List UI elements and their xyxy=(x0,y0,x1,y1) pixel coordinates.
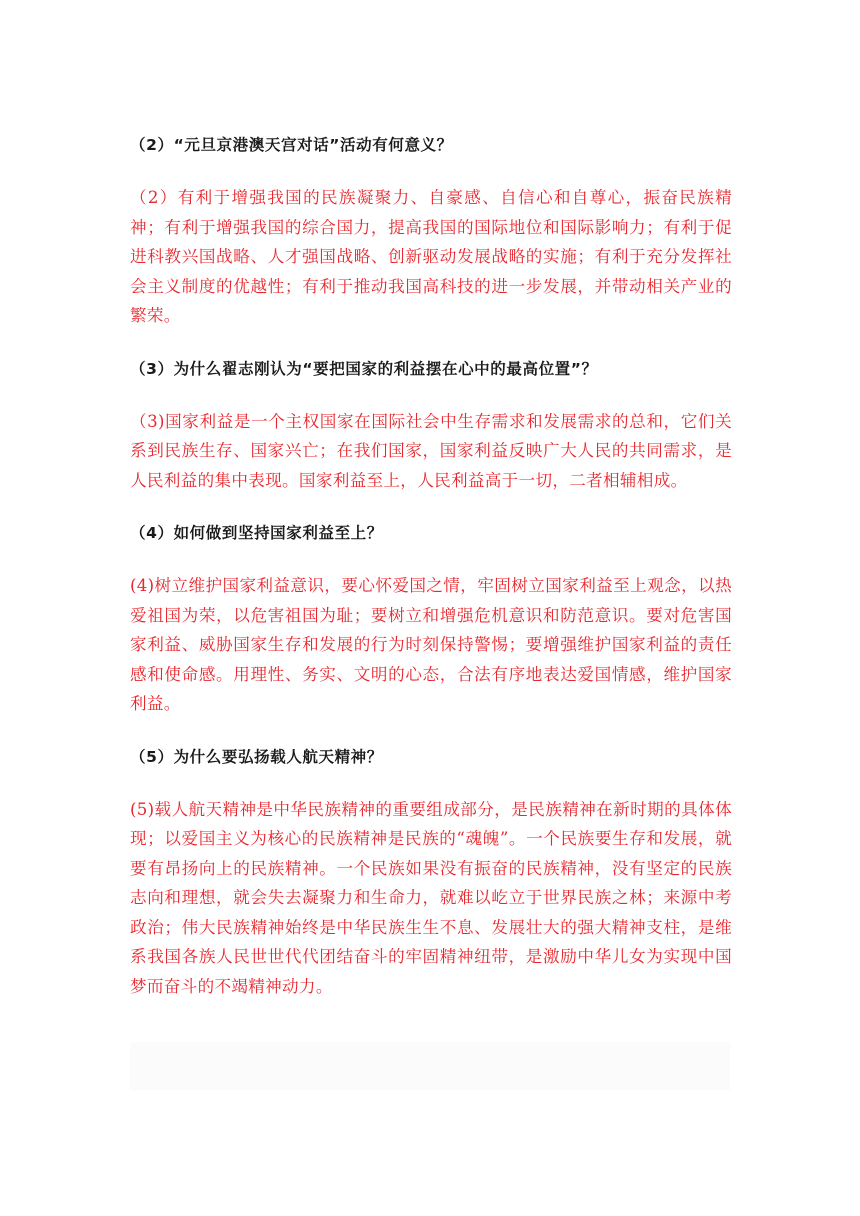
question-4: （4）如何做到坚持国家利益至上？ xyxy=(130,524,383,542)
answer-4: (4)树立维护国家利益意识，要心怀爱国之情，牢固树立国家利益至上观念，以热爱祖国为荣，以危害祖国为耻；要树立和增强危机意识和防范意识。要对危害国家利益、威胁国家生存和发展的行为时刻保持警惕；要增强维护国家利益的责任感和使命感。用理性、务实、文明的心态，合法有序地表达爱国情感，维护国家利益。 xyxy=(130,576,732,713)
answer-2: （2）有利于增强我国的民族凝聚力、自豪感、自信心和自尊心，振奋民族精神；有利于增强我国的综合国力，提高我国的国际地位和国际影响力；有利于促进科教兴国战略、人才强国战略、创新驱动发展战略的实施；有利于充分发挥社会主义制度的优越性；有利于推动我国高科技的进一步发展，并带动相关产业的繁荣。 xyxy=(130,188,732,325)
question-5: （5）为什么要弘扬载人航天精神？ xyxy=(130,747,383,766)
answer-5: (5)载人航天精神是中华民族精神的重要组成部分，是民族精神在新时期的具体体现；以爱国主义为核心的民族精神是民族的“魂魄”。一个民族要生存和发展，就要有昂扬向上的民族精神。一个民族如果没有振奋的民族精神，没有坚定的民族志向和理想，就会失去凝聚力和生命力，就难以屹立于世界民族之林；来源中考政治；伟大民族精神始终是中华民族生生不息、发展壮大的强大精神支柱，是维系我国各族人民世世代代团结奋斗的牢固精神纽带，是激励中华儿女为实现中国梦而奋斗的不竭精神动力。 xyxy=(130,799,732,996)
answer-3: （3)国家利益是一个主权国家在国际社会中生存需求和发展需求的总和，它们关系到民族生存、国家兴亡；在我们国家，国家利益反映广大人民的共同需求，是人民利益的集中表现。国家利益至上，人民利益高于一切，二者相辅相成。 xyxy=(130,411,732,490)
document-content xyxy=(130,131,732,1001)
question-3: （3）为什么翟志刚认为“要把国家的利益摆在心中的最高位置”？ xyxy=(130,359,598,378)
question-2: （2）“元旦京港澳天宫对话”活动有何意义？ xyxy=(130,136,453,154)
footer-shade xyxy=(130,1042,730,1090)
